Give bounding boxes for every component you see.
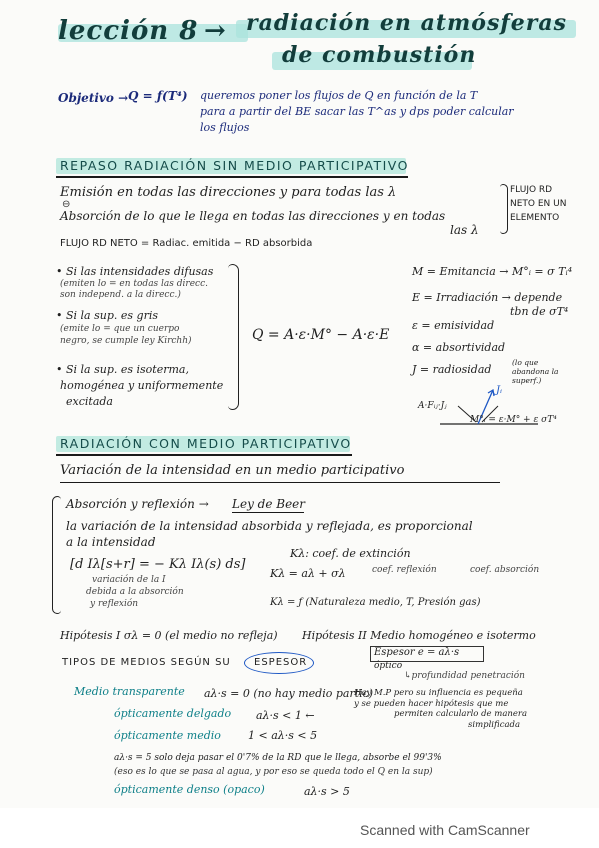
thin-note	[354, 688, 527, 731]
absorption-reflection: Absorción y reflexión →	[66, 497, 209, 511]
brace	[228, 264, 239, 410]
definition: J = radiosidad	[412, 363, 492, 376]
media-condition: aλ·s < 1 ←	[256, 709, 315, 722]
absorption-text: las λ	[450, 223, 479, 237]
beer-underline	[232, 512, 304, 513]
section-underline	[56, 454, 352, 456]
statement: a la intensidad	[66, 535, 156, 549]
net-flux-text: FLUJO RD NETO = Radiac. emitida − RD absorbida	[60, 238, 313, 249]
bullet-sub: negro, se cumple ley Kirchh)	[60, 336, 192, 346]
media-name: Medio transparente	[74, 685, 185, 698]
optico-label: óptico	[374, 661, 403, 671]
objective-label: Objetivo →	[58, 91, 129, 105]
penetration-note: ↳profundidad penetración	[404, 671, 525, 681]
media-condition: aλ·s > 5	[304, 785, 350, 798]
statement: la variación de la intensidad absorbida y reflejada, es proporcional	[66, 519, 473, 533]
sketch-label: Jᵢ	[496, 385, 503, 396]
media-condition: aλ·s = 0 (no hay medio partic)	[204, 687, 374, 700]
definition: α = absortividad	[412, 341, 506, 354]
equation-note: variación de la I	[92, 575, 166, 585]
hypothesis-1: Hipótesis I σλ = 0 (el medio no refleja)	[60, 629, 278, 642]
sketch-label: A·Fᵢⱼ·Jⱼ	[418, 401, 447, 411]
objective-text: para a partir del BE sacar las T^as y dps poder calcular	[200, 105, 514, 118]
title-lesson: lección 8	[58, 16, 199, 46]
k-function: Kλ = ƒ (Naturaleza medio, T, Presión gas)	[270, 597, 481, 608]
emission-text: Emisión en todas las direcciones y para todas las λ	[60, 185, 397, 200]
objective-text: queremos poner los flujos de Q en función de la T	[200, 89, 478, 102]
beer-law: Ley de Beer	[232, 497, 306, 511]
bullet-head: • Si la sup. es isoterma,	[56, 363, 189, 376]
media-name: ópticamente medio	[114, 729, 221, 742]
equation-note: debida a la absorción	[86, 587, 184, 597]
sketch-label: M°ᵢ = ε·M° + ε σT⁴	[470, 415, 557, 425]
title-topic: radiación en atmósferas	[246, 10, 568, 36]
bullet-sub: (emite lo = que un cuerpo	[60, 324, 180, 334]
thin-note-line: y se pueden hacer hipótesis que me	[354, 698, 509, 709]
bullet-head: • Si la sup. es gris	[56, 309, 158, 322]
bullet-sub: homogénea y uniformemente	[60, 379, 224, 392]
subheading-underline	[60, 482, 500, 483]
k-sum: Kλ = aλ + σλ	[270, 567, 346, 580]
beer-equation: [d Iλ[s+r] = − Kλ Iλ(s) ds]	[70, 557, 246, 572]
media-name: ópticamente delgado	[114, 707, 232, 720]
bullet-sub: excitada	[66, 395, 113, 408]
k-definition: Kλ: coef. de extinción	[290, 547, 411, 560]
media-condition: (eso es lo que se pasa al agua, y por eso se queda todo el Q en la sup)	[114, 767, 433, 777]
subheading: Variación de la intensidad en un medio participativo	[60, 463, 405, 478]
section-underline	[56, 176, 408, 178]
definition: tbn de σT⁴	[510, 305, 569, 318]
bullet-sub: son independ. a la direcc.)	[60, 290, 181, 300]
bullet-sub: (emiten lo = en todas las direcc.	[60, 279, 208, 289]
definition: E = Irradiación → depende	[412, 291, 563, 304]
media-condition: aλ·s = 5 solo deja pasar el 0'7% de la RD que le llega, absorbe el 99'3%	[114, 753, 442, 763]
absorption-text: Absorción de lo que le llega en todas las direcciones y en todas	[60, 209, 446, 223]
thin-note-line: simplificada	[468, 719, 521, 730]
title-arrow: →	[204, 16, 227, 46]
thin-note-line: permiten calcularlo de manera	[394, 709, 528, 720]
definition: ε = emisividad	[412, 319, 495, 332]
brace	[52, 496, 61, 614]
k-sum-note: coef. absorción	[470, 565, 540, 575]
equation-note: y reflexión	[90, 599, 139, 609]
media-types-heading: TIPOS DE MEDIOS SEGÚN SU	[62, 657, 231, 668]
bullet-head: • Si las intensidades difusas	[56, 265, 214, 278]
espesor-formula: Espesor e = aλ·s	[374, 647, 460, 658]
side-note: FLUJO RD	[510, 185, 553, 195]
side-note: NETO EN UN	[510, 199, 567, 209]
side-note: ELEMENTO	[510, 213, 560, 223]
objective-formula: Q = ƒ(T⁴)	[128, 89, 188, 103]
espesor-label: ESPESOR	[254, 657, 308, 668]
section-heading: REPASO RADIACIÓN SIN MEDIO PARTICIPATIVO	[60, 158, 409, 173]
section-heading: RADIACIÓN CON MEDIO PARTICIPATIVO	[60, 436, 352, 451]
hypothesis-2: Hipótesis II Medio homogéneo e isotermo	[302, 629, 536, 642]
thin-note-line: Hay M.P pero su influencia es pequeña	[354, 688, 523, 698]
minus-circle-icon: ⊖	[62, 199, 71, 210]
objective-text: los flujos	[200, 121, 250, 134]
definition-note: (lo que abandona la superf.)	[512, 358, 559, 385]
brace	[500, 184, 508, 234]
k-sum-note: coef. reflexión	[372, 565, 437, 575]
camscanner-watermark: Scanned with CamScanner	[360, 822, 530, 838]
media-condition: 1 < aλ·s < 5	[248, 729, 318, 742]
definition: M = Emitancia → M°ᵢ = σ Tᵢ⁴	[412, 265, 573, 278]
radiation-equation: Q = A·ε·M° − A·ε·E	[252, 327, 390, 343]
media-name: ópticamente denso (opaco)	[114, 783, 265, 796]
title-topic-line2: de combustión	[282, 42, 477, 68]
